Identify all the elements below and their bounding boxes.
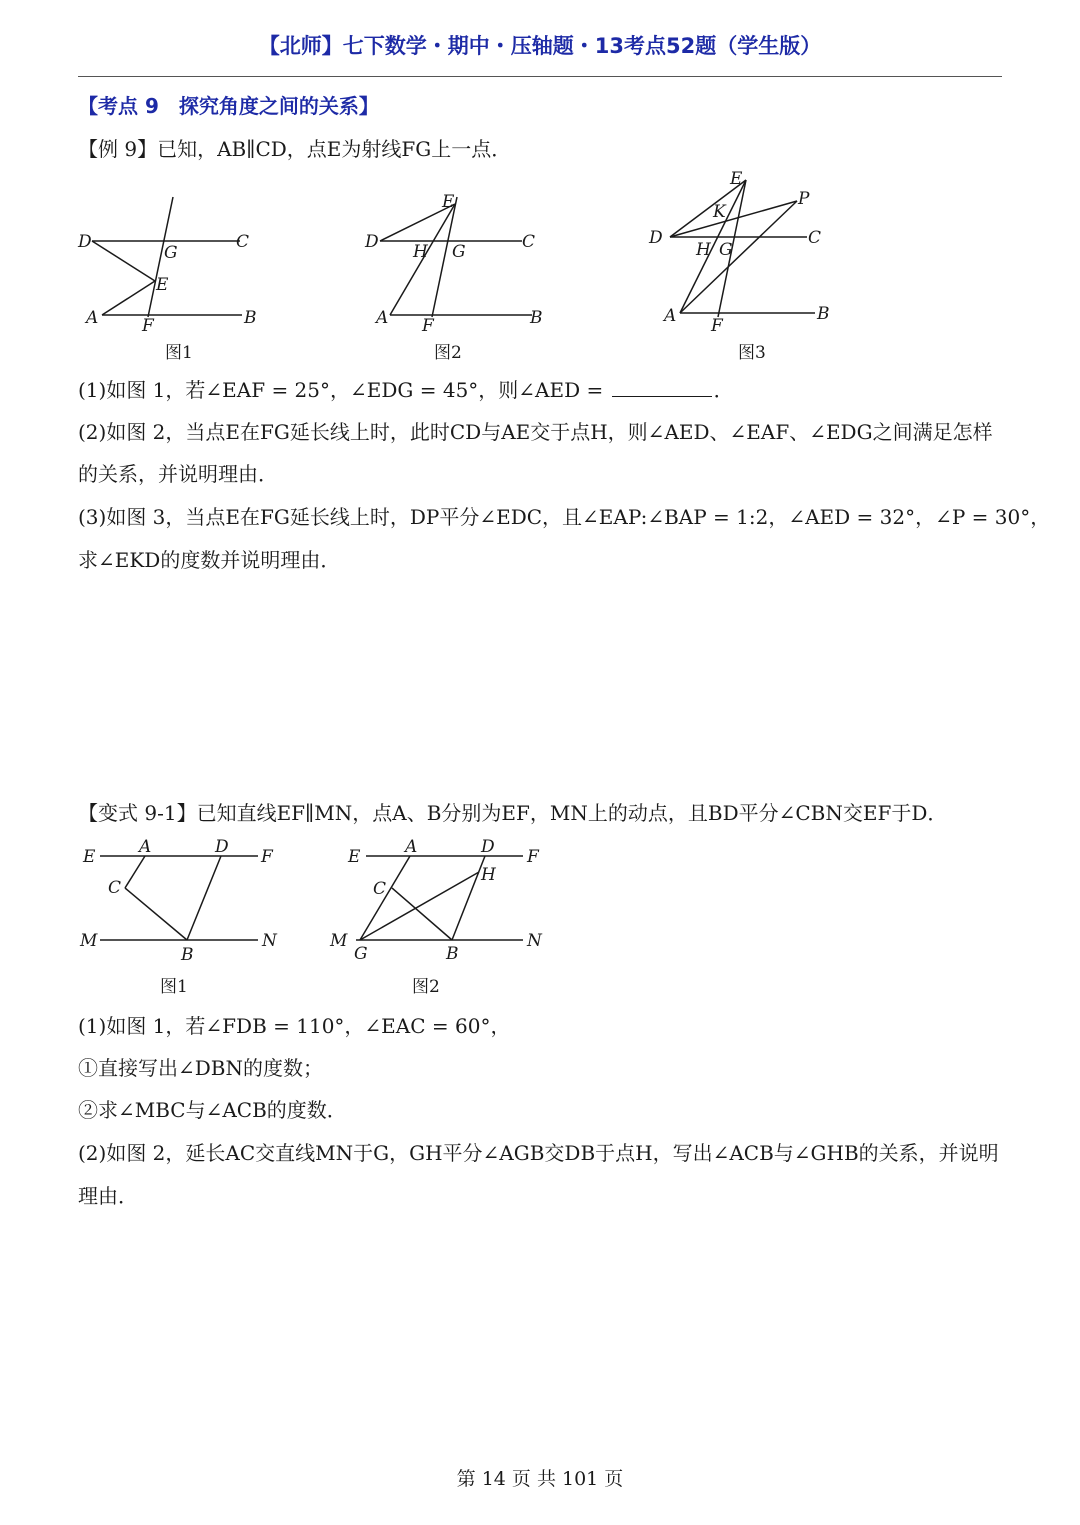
- fig3-label-k: K: [713, 202, 726, 222]
- example-q3-line2: 求∠EKD的度数并说明理由．: [78, 548, 341, 572]
- v-fig1-label-n: N: [262, 931, 277, 951]
- variant-intro-line: [78, 797, 947, 826]
- v-fig2-label-h: H: [481, 865, 496, 885]
- variant-q1: (1)如图 1，若∠FDB = 110°，∠EAC = 60°，: [78, 1014, 511, 1038]
- variant-figure-2: [330, 830, 550, 970]
- example-label: 【例 9】: [78, 137, 158, 161]
- v-fig2-label-b: B: [446, 944, 459, 964]
- variant-q2-line2: 理由．: [78, 1184, 138, 1208]
- fig2-label-f: F: [422, 316, 434, 336]
- fig3-label-p: P: [798, 189, 810, 209]
- document-header: 【北师】七下数学・期中・压轴题・13考点52题（学生版）: [258, 34, 822, 58]
- fig1-label-g: G: [164, 243, 178, 263]
- page-footer: 第 14 页 共 101 页: [456, 1468, 624, 1490]
- v-fig2-label-f: F: [527, 847, 539, 867]
- example-figure-2-caption: 图2: [434, 343, 462, 363]
- v-fig2-label-e: E: [348, 847, 361, 867]
- example-q2-line1: (2)如图 2，当点E在FG延长线上时，此时CD与AE交于点H，则∠AED、∠EAF、∠EDG之间满足怎样: [78, 420, 993, 444]
- answer-blank[interactable]: [612, 378, 712, 397]
- example-intro: 已知，AB∥CD，点E为射线FG上一点．: [157, 137, 512, 161]
- example-q1-line: [78, 374, 734, 403]
- section-title: 【考点 9 探究角度之间的关系】: [78, 94, 379, 118]
- v-fig2-label-c: C: [373, 879, 387, 899]
- variant-q1b: ②求∠MBC与∠ACB的度数．: [78, 1098, 347, 1122]
- example-figure-1: [70, 185, 270, 335]
- v-fig1-label-c: C: [108, 878, 122, 898]
- fig3-label-c: C: [808, 228, 822, 248]
- variant-q2-line1: (2)如图 2，延长AC交直线MN于G，GH平分∠AGB交DB于点H，写出∠ACB与∠GHB的关系，并说明: [78, 1141, 999, 1165]
- v-fig1-label-m: M: [80, 931, 98, 951]
- fig3-label-d: D: [649, 228, 663, 248]
- fig1-label-e: E: [156, 275, 169, 295]
- v-fig2-label-d: D: [481, 837, 495, 857]
- header-divider: [78, 76, 1002, 77]
- fig2-label-d: D: [365, 232, 379, 252]
- fig2-label-h: H: [413, 242, 428, 262]
- variant-figure-2-caption: 图2: [412, 977, 440, 997]
- fig1-label-c: C: [236, 232, 250, 252]
- fig3-label-b: B: [817, 304, 830, 324]
- variant-q1a: ①直接写出∠DBN的度数；: [78, 1056, 323, 1080]
- v-fig1-label-e: E: [83, 847, 96, 867]
- v-fig1-label-f: F: [261, 847, 273, 867]
- fig2-label-a: A: [376, 308, 389, 328]
- example-intro-line: [78, 133, 511, 162]
- v-fig1-label-a: A: [139, 837, 152, 857]
- fig1-label-a: A: [86, 308, 99, 328]
- v-fig2-label-n: N: [527, 931, 542, 951]
- example-figure-2: [360, 185, 560, 335]
- fig2-label-b: B: [530, 308, 543, 328]
- fig1-label-f: F: [142, 316, 154, 336]
- fig2-label-c: C: [522, 232, 536, 252]
- example-q1: (1)如图 1，若∠EAF = 25°，∠EDG = 45°，则∠AED =: [78, 378, 610, 402]
- example-q1-end: ．: [713, 378, 734, 402]
- example-figure-1-caption: 图1: [165, 343, 193, 363]
- v-fig2-label-a: A: [405, 837, 418, 857]
- v-fig2-label-m: M: [330, 931, 348, 951]
- example-q3-line1: (3)如图 3，当点E在FG延长线上时，DP平分∠EDC，且∠EAP:∠BAP = 1:2，∠AED = 32°，∠P = 30°，: [78, 505, 1051, 529]
- variant-figure-1: [75, 830, 295, 970]
- v-fig2-label-g: G: [354, 944, 368, 964]
- example-figure-3-caption: 图3: [738, 343, 766, 363]
- variant-label: 【变式 9-1】: [78, 801, 197, 825]
- v-fig1-label-b: B: [181, 945, 194, 965]
- fig1-label-b: B: [244, 308, 257, 328]
- fig2-label-g: G: [452, 242, 466, 262]
- fig3-label-f: F: [711, 316, 723, 336]
- fig3-label-a: A: [664, 306, 677, 326]
- variant-figure-1-caption: 图1: [160, 977, 188, 997]
- example-figure-3: [645, 165, 845, 335]
- fig3-label-h: H: [696, 240, 711, 260]
- variant-intro: 已知直线EF∥MN，点A、B分别为EF，MN上的动点，且BD平分∠CBN交EF于D．: [196, 801, 948, 825]
- example-q2-line2: 的关系，并说明理由．: [78, 462, 278, 486]
- fig3-label-g: G: [719, 240, 733, 260]
- fig1-label-d: D: [78, 232, 92, 252]
- fig2-label-e: E: [442, 192, 455, 212]
- fig3-label-e: E: [730, 169, 743, 189]
- v-fig1-label-d: D: [215, 837, 229, 857]
